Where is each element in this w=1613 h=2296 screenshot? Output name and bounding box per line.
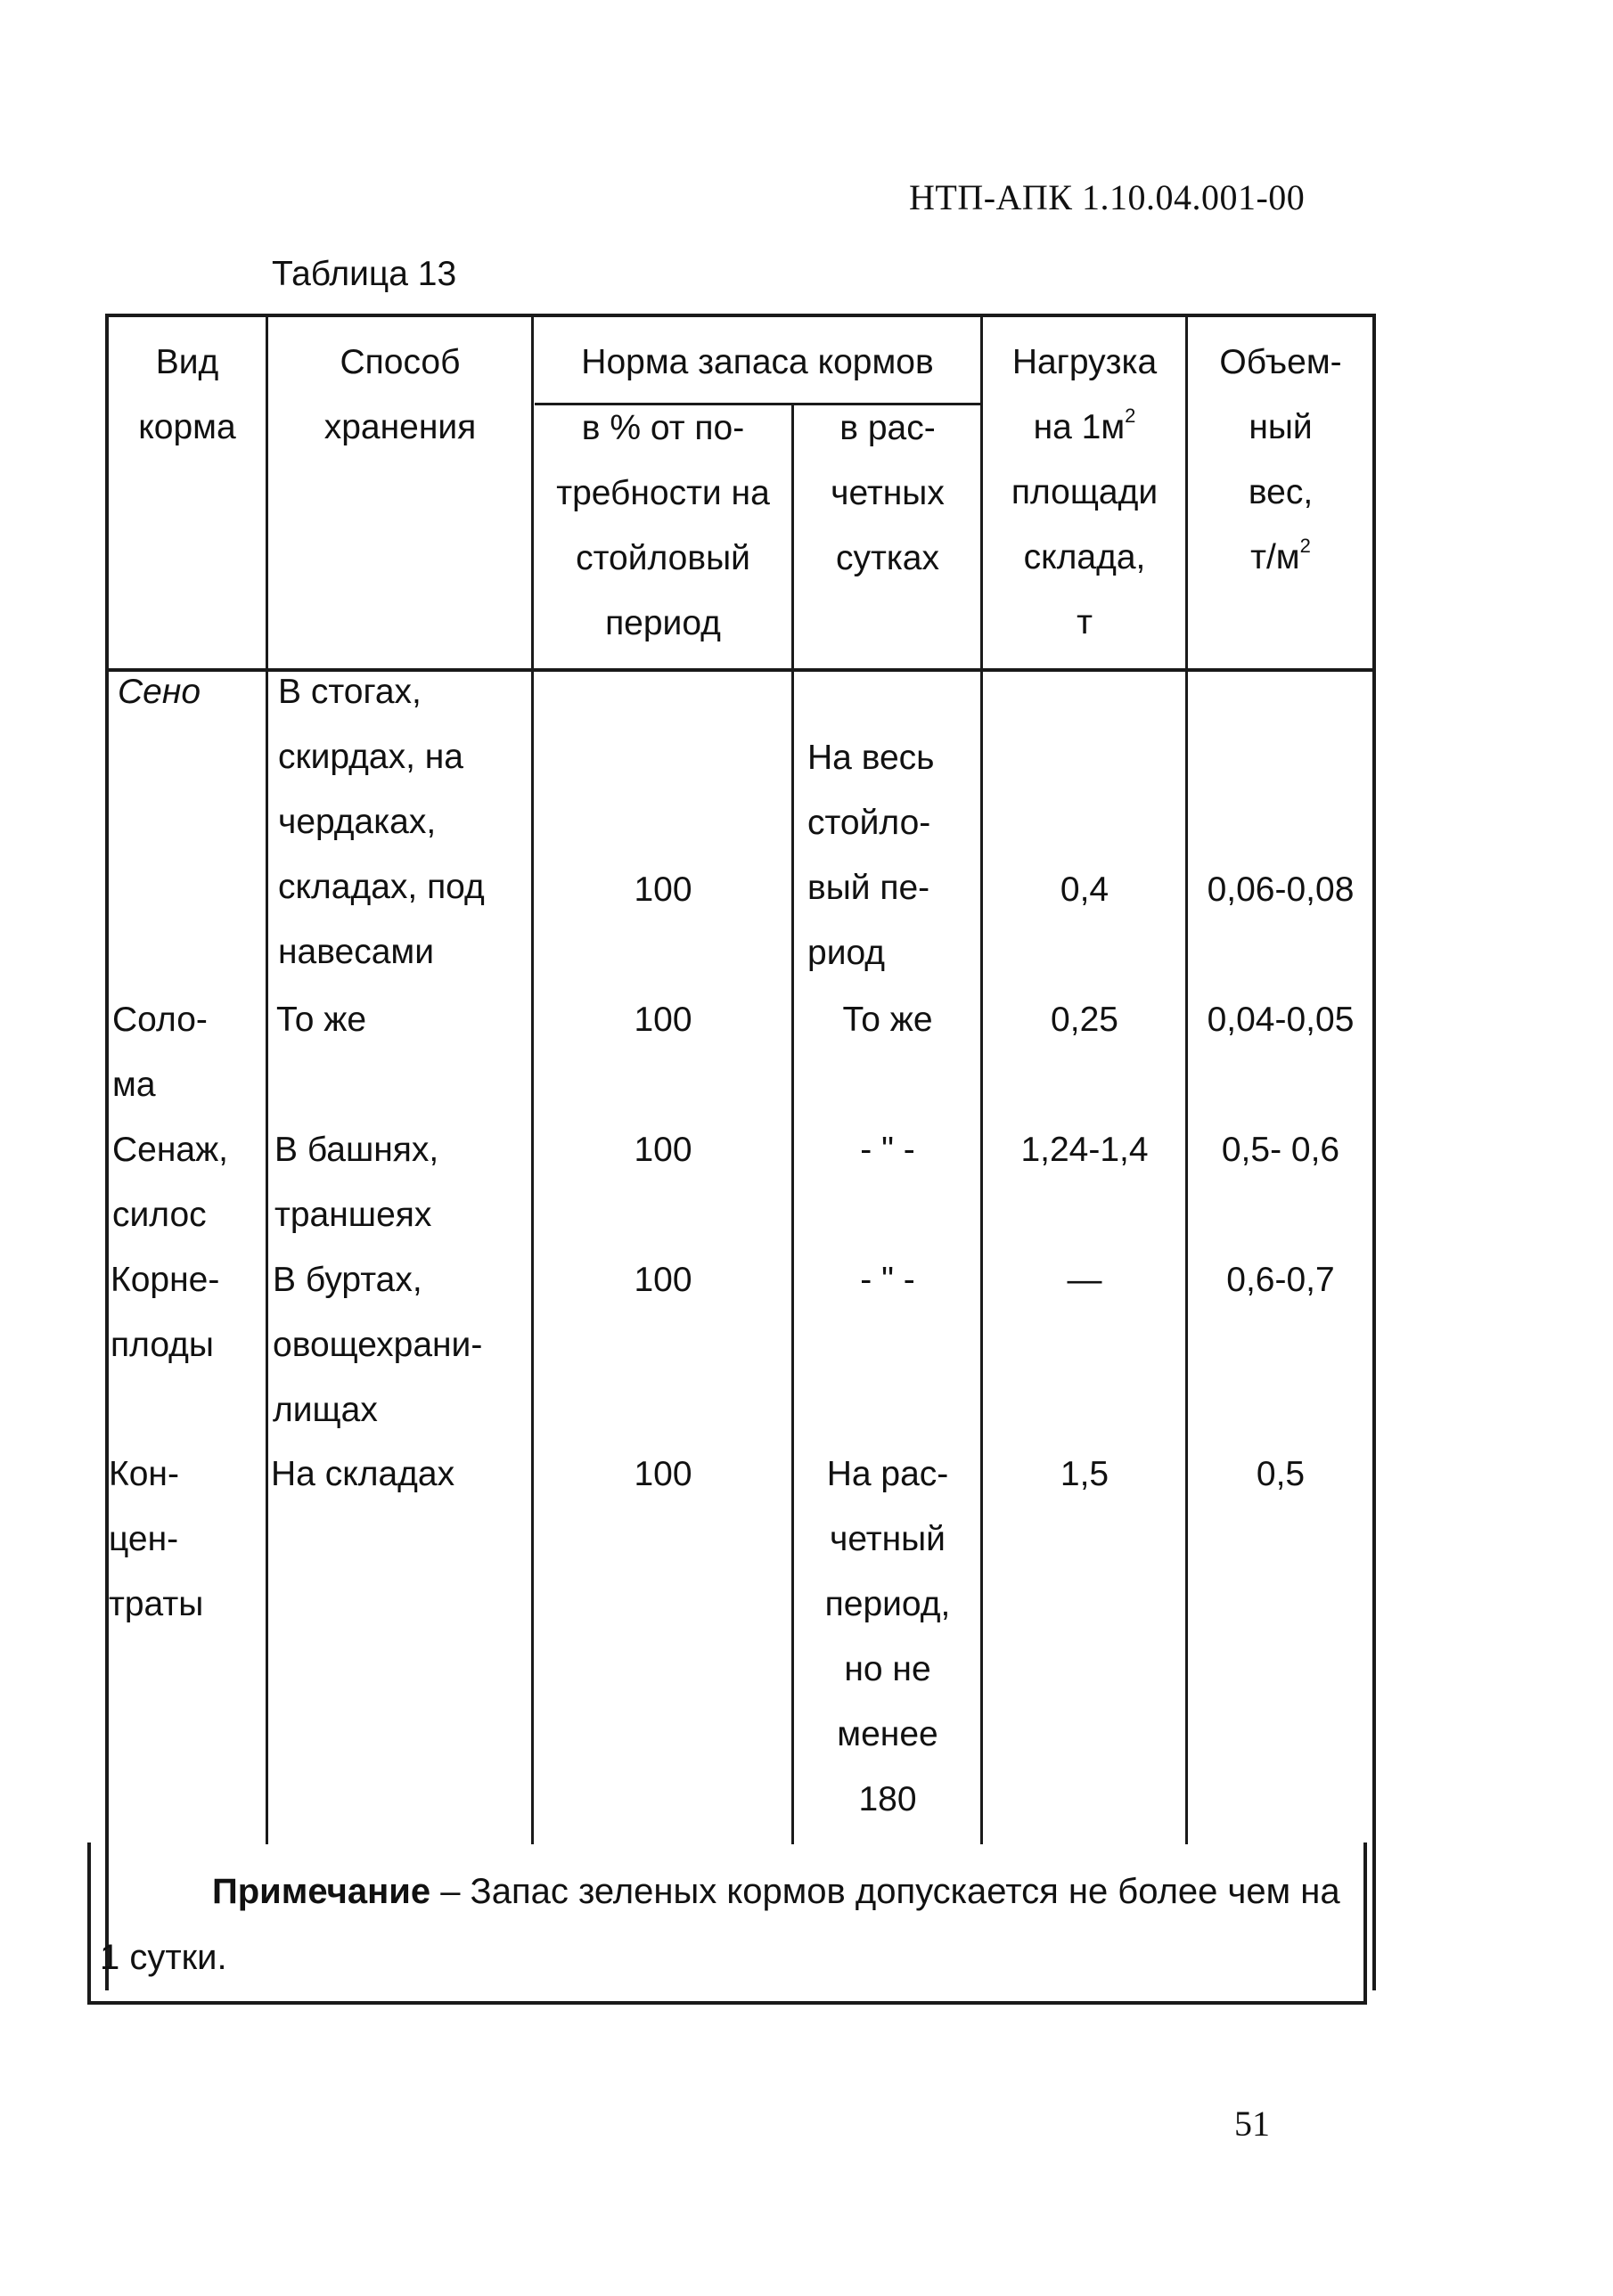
column-divider [791, 403, 794, 1844]
row-soloma-days: То же [842, 1001, 933, 1039]
row-koncentraty-days: На рас- четный период, но не менее 180 [824, 1455, 951, 1818]
header-obemny-ves: Объем- ный вес, $т/м^2$ [1219, 343, 1342, 576]
row-senazh-load: 1,24-1,4 [1020, 1131, 1149, 1169]
row-seno-weight: 0,06-0,08 [1207, 870, 1355, 909]
header-nagruzka: Нагрузка на $1м^2$ площади склада, т [1011, 343, 1159, 641]
row-koncentraty-percent: 100 [634, 1455, 692, 1493]
row-korneplody-days: - " - [860, 1261, 915, 1299]
column-divider [1185, 314, 1188, 1844]
note-body: – Запас зеленых кормов допускается не более чем на 1 сутки. [100, 1872, 1340, 1977]
row-koncentraty-vid: Кон- цен- траты [109, 1455, 204, 1623]
row-senazh-percent: 100 [634, 1131, 692, 1169]
row-soloma-percent: 100 [634, 1001, 692, 1039]
document-code: НТП-АПК 1.10.04.001-00 [909, 177, 1306, 217]
row-soloma-load: 0,25 [1051, 1001, 1118, 1039]
row-senazh-vid: Сенаж, силос [112, 1131, 229, 1234]
row-korneplody-load: — [1067, 1261, 1102, 1299]
header-sposob-hraneniya: Способ хранения [323, 343, 477, 446]
column-divider [980, 314, 983, 1844]
row-seno-sposob: В стогах, скирдах, на чердаках, складах, под навесами [278, 673, 485, 971]
row-korneplody-sposob: В буртах, овощехрани- лищах [273, 1261, 483, 1429]
table-title: Таблица 13 [272, 255, 457, 293]
row-soloma-sposob: То же [276, 1001, 367, 1039]
page-number: 51 [1234, 2104, 1270, 2144]
row-seno-percent: 100 [634, 870, 692, 909]
header-vid-korma: Вид корма [138, 343, 236, 446]
row-koncentraty-sposob: На складах [271, 1455, 455, 1493]
row-seno-load: 0,4 [1060, 870, 1109, 909]
row-senazh-weight: 0,5- 0,6 [1221, 1131, 1340, 1169]
row-korneplody-percent: 100 [634, 1261, 692, 1299]
row-senazh-days: - " - [860, 1131, 915, 1169]
row-koncentraty-load: 1,5 [1060, 1455, 1109, 1493]
column-divider [266, 314, 268, 1844]
row-soloma-weight: 0,04-0,05 [1207, 1001, 1355, 1039]
header-norma-zapasa: Норма запаса кормов [581, 343, 934, 381]
table-note [100, 1859, 1356, 1990]
row-koncentraty-weight: 0,5 [1256, 1455, 1306, 1493]
header-norma-days: в рас- четных сутках [831, 409, 945, 577]
row-seno-days: На весь стойло- вый пе- риод [807, 739, 935, 972]
row-soloma-vid: Соло- ма [112, 1001, 208, 1104]
header-norma-percent: в % от по- требности на стойловый период [556, 409, 770, 642]
row-korneplody-weight: 0,6-0,7 [1226, 1261, 1335, 1299]
row-korneplody-vid: Корне- плоды [111, 1261, 220, 1364]
row-seno-vid: Сено [118, 673, 201, 711]
column-divider [531, 314, 534, 1844]
note-label: Примечание [212, 1872, 431, 1911]
row-senazh-sposob: В башнях, траншеях [274, 1131, 439, 1234]
